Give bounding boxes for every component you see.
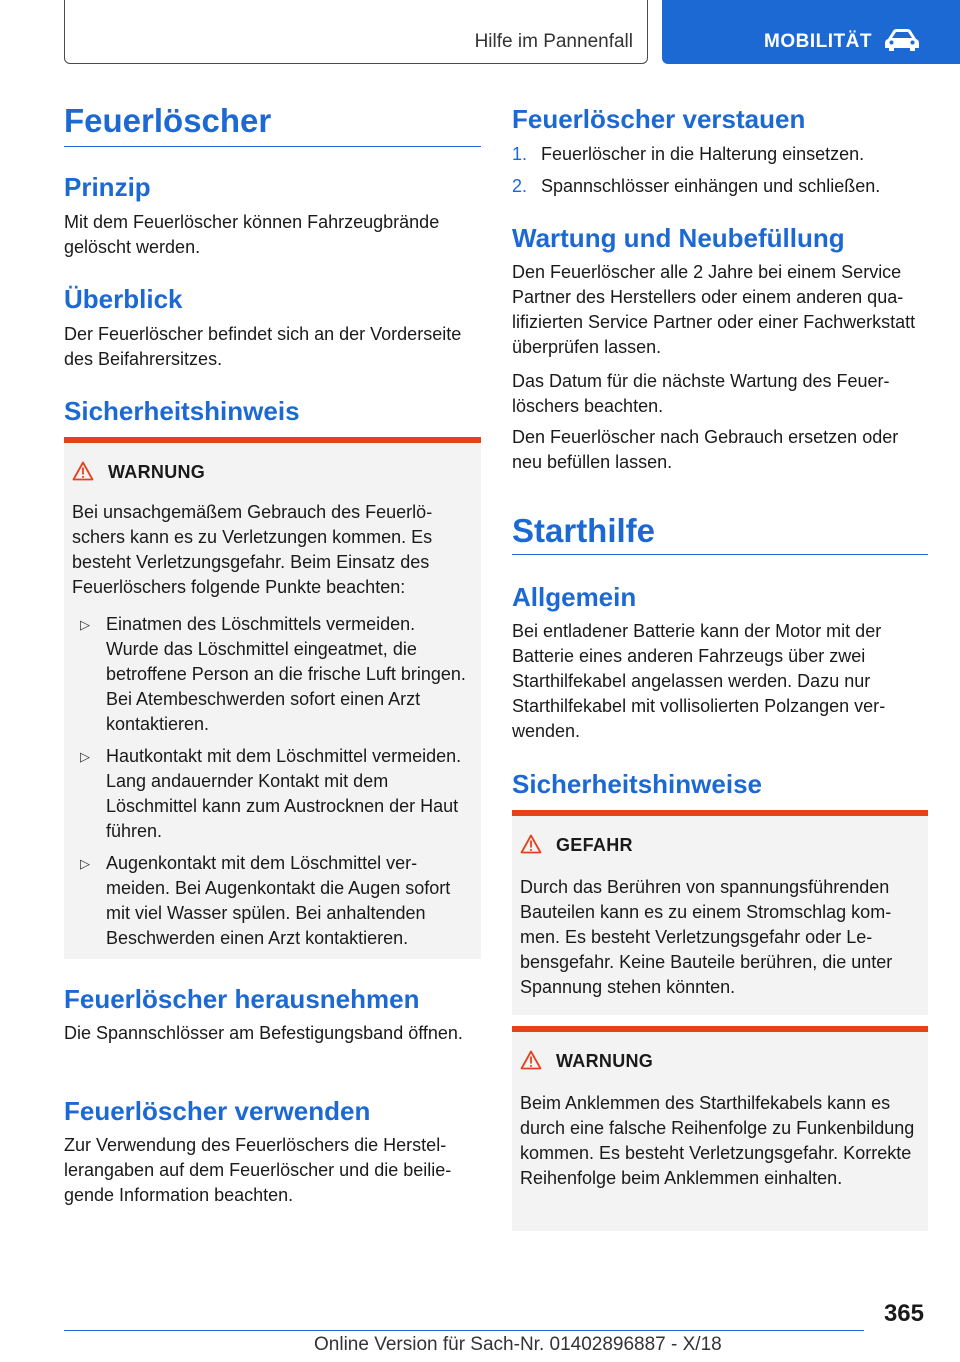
heading-verwenden: Feuerlöscher verwenden — [64, 1096, 371, 1126]
text-wartung-3: Den Feuerlöscher nach Gebrauch ersetzen oder neu befüllen lassen. — [512, 427, 899, 472]
text-allgemein: Bei entladener Batterie kann der Motor mit der Batterie eines anderen Fahrzeugs über zwei Starthilfekabel angelassen werden. Dazu nur Starthilfekabel mit vollisolierten Polzangen verwenden. — [512, 621, 886, 741]
heading-allgemein: Allgemein — [512, 582, 637, 612]
danger-text: Durch das Berühren von spannungsführenden Bauteilen kann es zu einem Stromschlag kommen. Es besteht Verletzungsgefahr oder Lebensgefahr. Keine Bauteile berühren, die unter Spannung stehen könnten. — [520, 877, 893, 997]
warning-text: Beim Anklemmen des Starthilfekabels kann es durch eine falsche Reihenfolge zu Funkenbildung kommen. Es besteht Verletzungsgefahr. Korrekte Reihenfolge beim Anklemmen einhalten. — [520, 1093, 915, 1188]
warning-text: Bei unsachgemäßem Gebrauch des Feuerlöschers kann es zu Verletzungen kommen. Es besteht Verletzungsgefahr. Beim Einsatz des Feuerlöschers folgende Punkte beachten: — [72, 502, 433, 597]
title-rule — [64, 146, 481, 147]
step-text: Spannschlösser einhängen und schließen. — [541, 176, 881, 196]
text-verwenden: Zur Verwendung des Feuerlöschers die Herstellerangaben auf dem Feuerlöscher und die beiliegende Information beachten. — [64, 1135, 452, 1205]
header-section-tab — [64, 0, 648, 64]
header-section-label: Hilfe im Pannenfall — [474, 31, 633, 52]
bullet-text: Einatmen des Löschmittels vermeiden. Wurde das Löschmittel eingeatmet, die betroffene Person an die frische Luft bringen. Bei Atembeschwerden sofort einen Arzt kontaktieren. — [106, 614, 466, 734]
heading-verstauen: Feuerlöscher verstauen — [512, 104, 806, 134]
bullet-text: Augenkontakt mit dem Löschmittel vermeiden. Bei Augenkontakt die Augen sofort mit viel Wasser spülen. Bei anhaltenden Beschwerden einen Arzt kontaktieren. — [106, 853, 451, 948]
warning-triangle-icon — [520, 834, 542, 854]
text-wartung-2: Das Datum für die nächste Wartung des Feuerlöschers beachten. — [512, 371, 890, 416]
bullet-triangle-icon: ▷ — [80, 617, 90, 632]
bullet-triangle-icon: ▷ — [80, 856, 90, 871]
danger-box-starthilfe — [512, 810, 928, 1015]
header-chapter-tab — [662, 0, 960, 64]
text-herausnehmen: Die Spannschlösser am Befestigungsband öffnen. — [64, 1023, 463, 1043]
text-ueberblick: Der Feuerlöscher befindet sich an der Vorderseite des Beifahrersitzes. — [64, 324, 462, 369]
warning-label: WARNUNG — [108, 462, 206, 482]
warning-box-starthilfe — [512, 1026, 928, 1231]
warning-header — [72, 461, 205, 483]
text-prinzip: Mit dem Feuerlöscher können Fahrzeugbrände gelöscht werden. — [64, 212, 440, 257]
bullet-triangle-icon: ▷ — [80, 749, 90, 764]
title-starthilfe: Starthilfe — [512, 512, 656, 549]
warning-label: WARNUNG — [556, 1051, 654, 1071]
footer-rule — [64, 1330, 864, 1331]
heading-wartung: Wartung und Neubefüllung — [512, 223, 845, 253]
footer-online-version: Online Version für Sach-Nr. 01402896887 - X/18 — [314, 1334, 722, 1355]
heading-ueberblick: Überblick — [64, 284, 183, 314]
danger-label: GEFAHR — [556, 835, 633, 855]
warning-box-feuerloescher — [64, 437, 481, 959]
bullet-text: Hautkontakt mit dem Löschmittel vermeiden. Lang andauernder Kontakt mit dem Löschmittel kann zum Austrocknen der Haut führen. — [106, 746, 462, 841]
warning-triangle-icon — [520, 1050, 542, 1070]
header-chapter-label: MOBILITÄT — [764, 31, 872, 52]
title-rule — [512, 554, 928, 555]
warning-triangle-icon — [72, 461, 94, 481]
step-text: Feuerlöscher in die Halterung einsetzen. — [541, 144, 865, 164]
step-number: 2. — [512, 176, 528, 196]
title-feuerloescher: Feuerlöscher — [64, 102, 272, 139]
heading-prinzip: Prinzip — [64, 172, 151, 202]
car-icon — [882, 27, 922, 53]
page-number: 365 — [883, 1300, 924, 1327]
heading-sicherheitshinweise: Sicherheitshinweise — [512, 769, 762, 799]
step-number: 1. — [512, 144, 528, 164]
danger-header — [520, 834, 633, 856]
heading-sicherheitshinweis: Sicherheitshinweis — [64, 396, 300, 426]
heading-herausnehmen: Feuerlöscher herausnehmen — [64, 984, 420, 1014]
warning-header — [520, 1050, 653, 1072]
text-wartung-1: Den Feuerlöscher alle 2 Jahre bei einem Service Partner des Herstellers oder einem anderen qualifizierten Service Partner oder einer Fachwerkstatt überprüfen lassen. — [512, 262, 916, 357]
